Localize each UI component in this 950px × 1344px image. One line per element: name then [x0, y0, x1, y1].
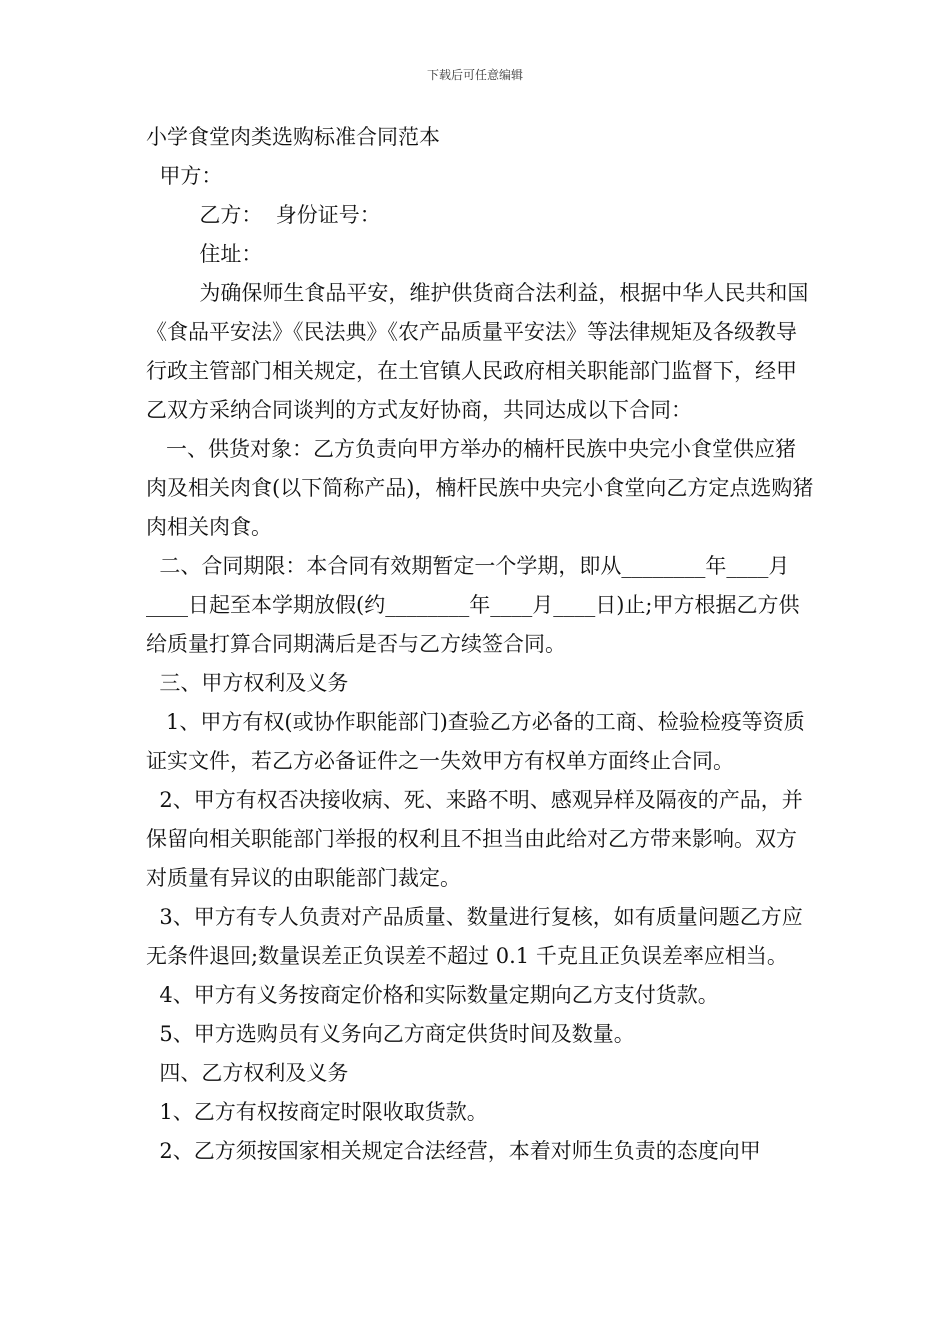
paragraph: 4、甲方有义务按商定价格和实际数量定期向乙方支付货款。 [146, 983, 719, 1007]
paragraph: 3、甲方有专人负责对产品质量、数量进行复核，如有质量问题乙方应无条件退回;数量误差正负误差不超过 0.1 千克且正负误差率应相当。 [146, 905, 803, 968]
party-b-line: 乙方： 身份证号： [146, 203, 381, 227]
section-heading: 四、乙方权利及义务 [146, 1061, 349, 1085]
paragraph: 2、乙方须按国家相关规定合法经营，本着对师生负责的态度向甲 [146, 1139, 761, 1163]
paragraph: 为确保师生食品平安，维护供货商合法利益，根据中华人民共和国《食品平安法》《民法典》《农产品质量平安法》等法律规矩及各级教导行政主管部门相关规定，在土官镇人民政府相关职能部门监督下，经甲乙双方采纳合同谈判的方式友好协商，共同达成以下合同： [146, 281, 809, 422]
header-note: 下载后可任意编辑 [426, 68, 523, 82]
address-line: 住址： [146, 242, 263, 266]
party-a-line: 甲方： [146, 164, 223, 188]
paragraph: 2、甲方有权否决接收病、死、来路不明、感观异样及隔夜的产品，并保留向相关职能部门举报的权利且不担当由此给对乙方带来影响。双方对质量有异议的由职能部门裁定。 [146, 788, 803, 890]
paragraph: 1、甲方有权(或协作职能部门)查验乙方必备的工商、检验检疫等资质证实文件，若乙方必备证件之一失效甲方有权单方面终止合同。 [146, 710, 805, 773]
paragraph: 1、乙方有权按商定时限收取货款。 [146, 1100, 488, 1124]
paragraph: 二、合同期限：本合同有效期暂定一个学期，即从________年____月____日起至本学期放假(约________年____月____日)止;甲方根据乙方供给质量打算合同期满后是否与乙方续签合同。 [146, 554, 800, 656]
document-body [146, 118, 816, 1171]
section-heading: 三、甲方权利及义务 [146, 671, 349, 695]
document-title: 小学食堂肉类选购标准合同范本 [146, 125, 440, 149]
paragraph: 一、供货对象：乙方负责向甲方举办的楠杆民族中央完小食堂供应猪肉及相关肉食(以下简称产品)，楠杆民族中央完小食堂向乙方定点选购猪肉相关肉食。 [146, 437, 814, 539]
paragraph: 5、甲方选购员有义务向乙方商定供货时间及数量。 [146, 1022, 635, 1046]
